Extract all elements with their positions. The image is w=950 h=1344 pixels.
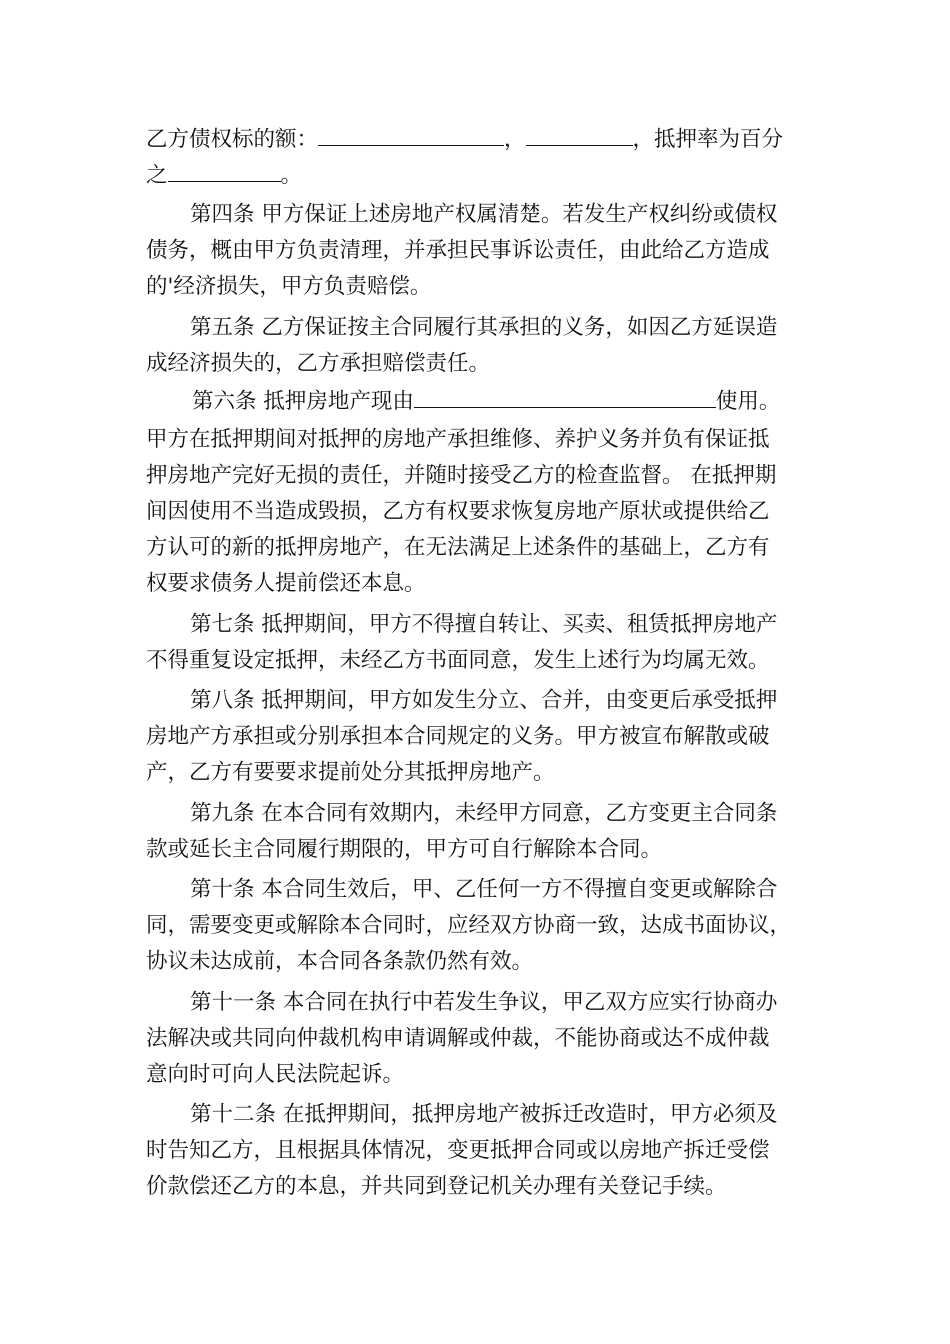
text-line-19: 第九条 在本合同有效期内，未经甲方同意，乙方变更主合同条	[190, 801, 778, 826]
text-line-4: 债务，概由甲方负责清理，并承担民事诉讼责任，由此给乙方造成	[146, 238, 770, 263]
text-line-3: 第四条 甲方保证上述房地产权属清楚。若发生产权纠纷或债权	[190, 202, 778, 227]
text-line-5: 的'经济损失，甲方负责赔偿。	[146, 274, 432, 299]
text-line-6: 第五条 乙方保证按主合同履行其承担的义务，如因乙方延误造	[190, 315, 778, 340]
text-line-21: 第十条 本合同生效后，甲、乙任何一方不得擅自变更或解除合	[190, 877, 778, 902]
text-line-26: 意向时可向人民法院起诉。	[146, 1062, 405, 1087]
fill-in-blank	[318, 123, 504, 146]
text-line-10: 押房地产完好无损的责任，并随时接受乙方的检查监督。 在抵押期	[146, 463, 777, 488]
text-line-11: 间因使用不当造成毁损，乙方有权要求恢复房地产原状或提供给乙	[146, 499, 770, 524]
fill-in-blank	[168, 159, 281, 182]
fill-in-blank	[526, 123, 633, 146]
text-line-16: 第八条 抵押期间，甲方如发生分立、合并，由变更后承受抵押	[190, 688, 778, 713]
text-line-18: 产，乙方有要要求提前处分其抵押房地产。	[146, 760, 555, 785]
text-line-20: 款或延长主合同履行期限的，甲方可自行解除本合同。	[146, 837, 663, 862]
text-line-25: 法解决或共同向仲裁机构申请调解或仲裁，不能协商或达不成仲裁	[146, 1026, 770, 1051]
text-line-28: 时告知乙方，且根据具体情况，变更抵押合同或以房地产拆迁受偿	[146, 1138, 770, 1163]
text-line-8: 第六条 抵押房地产现由 使用。	[192, 385, 780, 417]
text-line-24: 第十一条 本合同在执行中若发生争议，甲乙双方应实行协商办	[190, 990, 778, 1015]
fill-in-blank	[414, 385, 716, 408]
text-line-29: 价款偿还乙方的本息，并共同到登记机关办理有关登记手续。	[146, 1174, 727, 1199]
text-line-17: 房地产方承担或分别承担本合同规定的义务。甲方被宣布解散或破	[146, 724, 770, 749]
text-line-15: 不得重复设定抵押，未经乙方书面同意，发生上述行为均属无效。	[146, 648, 770, 673]
text-line-14: 第七条 抵押期间，甲方不得擅自转让、买卖、租赁抵押房地产	[190, 612, 778, 637]
text-line-2: 之 。	[146, 159, 302, 191]
text-line-13: 权要求债务人提前偿还本息。	[146, 571, 426, 596]
text-line-9: 甲方在抵押期间对抵押的房地产承担维修、养护义务并负有保证抵	[146, 427, 770, 452]
text-line-23: 协议未达成前，本合同各条款仍然有效。	[146, 949, 534, 974]
text-line-1: 乙方债权标的额： ， ，抵押率为百分	[146, 123, 783, 155]
text-line-22: 同，需要变更或解除本合同时，应经双方协商一致，达成书面协议，	[146, 913, 792, 938]
text-line-12: 方认可的新的抵押房地产，在无法满足上述条件的基础上，乙方有	[146, 535, 770, 560]
text-line-7: 成经济损失的，乙方承担赔偿责任。	[146, 351, 491, 376]
text-line-27: 第十二条 在抵押期间，抵押房地产被拆迁改造时，甲方必须及	[190, 1102, 778, 1127]
